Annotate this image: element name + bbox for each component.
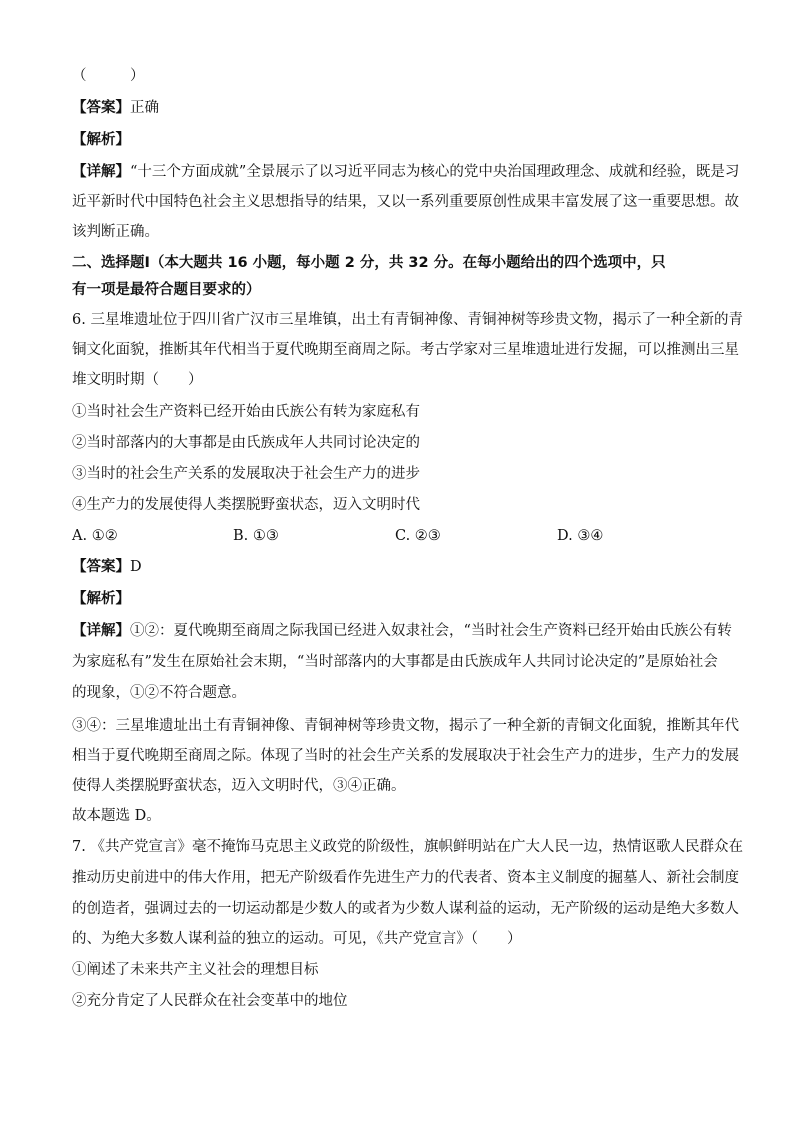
statement-3: ③当时的社会生产关系的发展取决于社会生产力的进步 bbox=[72, 466, 420, 482]
answer-line-5 bbox=[72, 98, 159, 118]
question-6-line-3: 堆文明时期（ ） bbox=[72, 372, 203, 388]
question-7-line-4: 的、为绝大多数人谋利益的独立的运动。可见，《共产党宣言》（ ） bbox=[72, 931, 522, 947]
option-d: D. ③④ bbox=[557, 528, 604, 544]
detail-tag: 【详解】 bbox=[72, 164, 130, 180]
detail-6-conclusion: 故本题选 D。 bbox=[72, 808, 161, 824]
question-7-line-3: 的创造者，强调过去的一切运动都是少数人的或者为少数人谋利益的运动，无产阶级的运动是绝大多数人 bbox=[72, 901, 739, 917]
detail-line-1 bbox=[72, 162, 739, 182]
detail-text: ①②：夏代晚期至商周之际我国已经进入奴隶社会，“当时社会生产资料已经开始由氏族公有转 bbox=[130, 623, 732, 639]
option-a: A. ①② bbox=[72, 528, 118, 544]
answer-line-6 bbox=[72, 557, 142, 577]
detail-6-line-1 bbox=[72, 621, 732, 641]
statement-7-2: ②充分肯定了人民群众在社会变革中的地位 bbox=[72, 993, 348, 1009]
detail-text: “十三个方面成就”全景展示了以习近平同志为核心的党中央治国理政理念、成就和经验，既是习 bbox=[130, 164, 740, 180]
answer-blank: （ ） bbox=[72, 68, 145, 84]
section-heading-2: 有一项是最符合题目要求的） bbox=[72, 282, 261, 298]
statement-2: ②当时部落内的大事都是由氏族成年人共同讨论决定的 bbox=[72, 435, 420, 451]
statement-7-1: ①阐述了未来共产主义社会的理想目标 bbox=[72, 962, 319, 978]
detail-tag: 【详解】 bbox=[72, 623, 130, 639]
question-7-line-1: 7. 《共产党宣言》毫不掩饰马克思主义政党的阶级性，旗帜鲜明站在广大人民一边，热情讴歌人民群众在 bbox=[72, 839, 743, 855]
question-6-line-1: 6. 三星堆遗址位于四川省广汉市三星堆镇，出土有青铜神像、青铜神树等珍贵文物，揭示了一种全新的青 bbox=[72, 312, 743, 328]
detail-6-line-6: 使得人类摆脱野蛮状态，迈入文明时代，③④正确。 bbox=[72, 778, 406, 794]
answer-value: 正确 bbox=[130, 100, 159, 116]
analysis-tag: 【解析】 bbox=[72, 132, 130, 148]
detail-line-2: 近平新时代中国特色社会主义思想指导的结果，又以一系列重要原创性成果丰富发展了这一重要思想。故 bbox=[72, 194, 739, 210]
section-heading-1: 二、选择题Ⅰ（本大题共 16 小题，每小题 2 分，共 32 分。在每小题给出的四个选项中，只 bbox=[72, 255, 666, 271]
detail-line-3: 该判断正确。 bbox=[72, 224, 159, 240]
option-c: C. ②③ bbox=[395, 528, 441, 544]
statement-1: ①当时社会生产资料已经开始由氏族公有转为家庭私有 bbox=[72, 404, 420, 420]
question-7-line-2: 推动历史前进中的伟大作用，把无产阶级看作先进生产力的代表者、资本主义制度的掘墓人、新社会制度 bbox=[72, 870, 739, 886]
question-6-line-2: 铜文化面貌，推断其年代相当于夏代晚期至商周之际。考古学家对三星堆遗址进行发掘，可以推测出三星 bbox=[72, 342, 739, 358]
option-b: B. ①③ bbox=[233, 528, 279, 544]
answer-value: D bbox=[130, 559, 142, 575]
statement-4: ④生产力的发展使得人类摆脱野蛮状态，迈入文明时代 bbox=[72, 497, 420, 513]
detail-6-line-3: 的现象，①②不符合题意。 bbox=[72, 685, 246, 701]
answer-tag: 【答案】 bbox=[72, 559, 130, 575]
detail-6-line-4: ③④：三星堆遗址出土有青铜神像、青铜神树等珍贵文物，揭示了一种全新的青铜文化面貌，推断其年代 bbox=[72, 718, 739, 734]
answer-tag: 【答案】 bbox=[72, 100, 130, 116]
detail-6-line-2: 为家庭私有”发生在原始社会末期，“当时部落内的大事都是由氏族成年人共同讨论决定的”是原始社会 bbox=[72, 654, 718, 670]
detail-6-line-5: 相当于夏代晚期至商周之际。体现了当时的社会生产关系的发展取决于社会生产力的进步，生产力的发展 bbox=[72, 748, 739, 764]
analysis-tag: 【解析】 bbox=[72, 591, 130, 607]
